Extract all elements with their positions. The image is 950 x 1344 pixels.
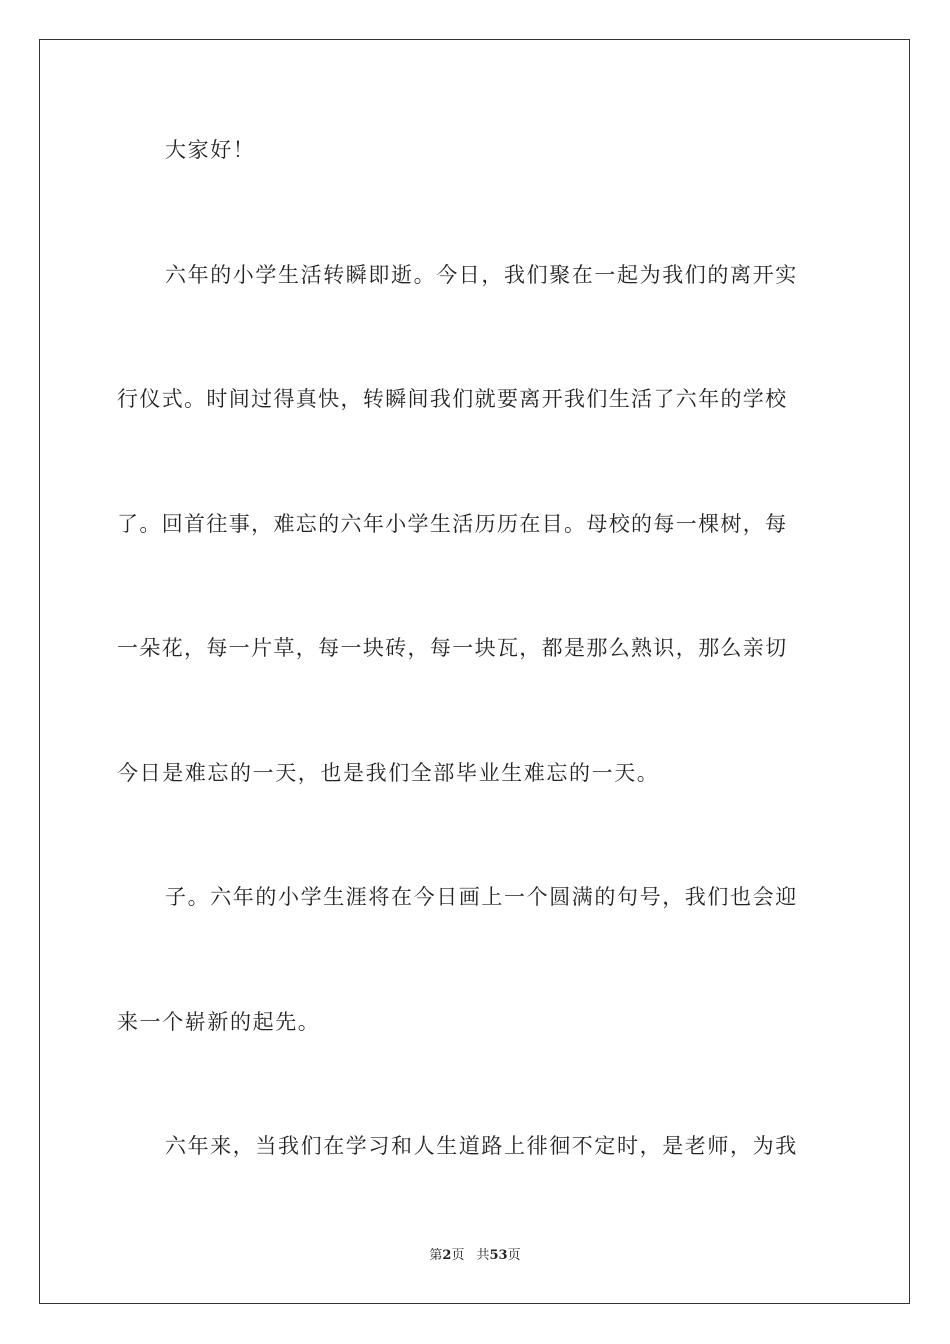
paragraph-1-line-3: 了。回首往事，难忘的六年小学生活历历在目。母校的每一棵树，每	[117, 512, 788, 536]
total-pages: 53	[489, 1248, 508, 1263]
page-prefix: 第	[429, 1248, 443, 1263]
paragraph-3-line-1: 六年来，当我们在学习和人生道路上徘徊不定时，是老师，为我	[165, 1134, 798, 1158]
page-suffix: 页	[451, 1248, 465, 1263]
paragraph-1-line-2: 行仪式。时间过得真快，转瞬间我们就要离开我们生活了六年的学校	[117, 387, 788, 411]
paragraph-1-line-4: 一朵花，每一片草，每一块砖，每一块瓦，都是那么熟识，那么亲切	[117, 636, 788, 660]
page-frame	[39, 39, 910, 1304]
total-suffix: 页	[507, 1248, 521, 1263]
page-number: 2	[442, 1248, 452, 1263]
total-prefix: 共	[476, 1248, 490, 1263]
paragraph-1-line-5: 今日是难忘的一天，也是我们全部毕业生难忘的一天。	[117, 761, 660, 785]
paragraph-1-line-1: 六年的小学生活转瞬即逝。今日，我们聚在一起为我们的离开实	[165, 263, 798, 287]
greeting-line: 大家好！	[165, 138, 256, 162]
paragraph-2-line-2: 来一个崭新的起先。	[117, 1010, 321, 1034]
page-footer	[0, 1247, 950, 1265]
paragraph-2-line-1: 子。六年的小学生涯将在今日画上一个圆满的句号，我们也会迎	[165, 885, 798, 909]
